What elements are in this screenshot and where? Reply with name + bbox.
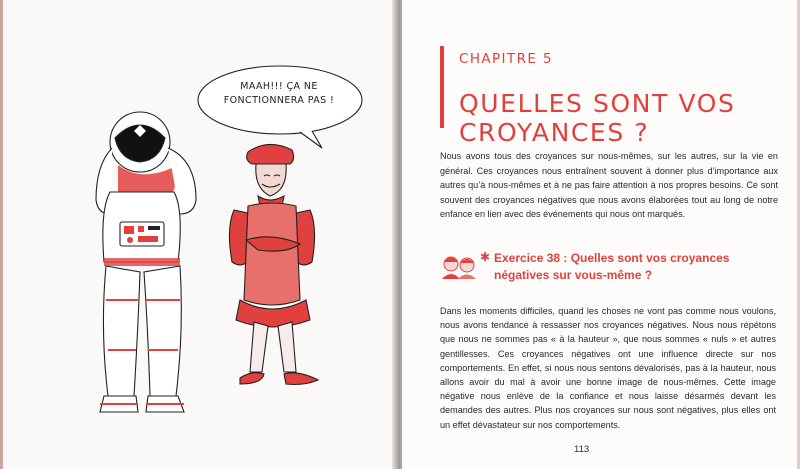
astronaut-illustration [96, 112, 196, 412]
exercise-heads-icon [440, 253, 478, 279]
chapter-title: QUELLES SONT VOS CROYANCES ? [459, 88, 736, 147]
body-paragraph: Dans les moments difficiles, quand les choses ne vont pas comme nous voulons, nous avons tendance à ressasser nos croyances négatives. Nous nous répétons que nous ne sommes pas « à la hauteur », que nous sommes « nuls » et autres gentillesses. Ces croyances négatives ont une influence directe sur nos comportements. En effet, si nous nous sentons dévalorisés, pas à la hauteur, nous allons avoir du mal à avoir une bonne image de nous-mêmes. Cette image négative nous enlève de la confiance et nous laisse désarmés devant les demandes des autres. Plus nos croyances sur nous sont négatives, plus elles ont un effet dévastateur sur nos comportements. [440, 306, 776, 430]
renaissance-man-illustration [229, 144, 318, 384]
speech-bubble-text: MAAH!!! ÇA NE FONCTIONNERA PAS ! [223, 81, 335, 106]
chapter-label: CHAPITRE 5 [459, 51, 553, 67]
star-icon: ✱ [480, 250, 491, 264]
chapter-accent-bar [440, 46, 444, 128]
exercise-title: Exercice 38 : Quelles sont vos croyances négatives sur vous-même ? [494, 251, 730, 282]
intro-paragraph: Nous avons tous des croyances sur nous-mêmes, sur les autres, sur la vie en général. Ces croyances nous entraînent souvent à donner plus d’importance aux autres qu’à nous-mêmes et à ne pas faire attention à nos propres besoins. Ce sont souvent des croyances négatives que nous avons élaborées tout au long de notre enfance en lien avec des événements qui nous ont marqués. [440, 151, 778, 220]
page-number: 113 [574, 444, 590, 455]
illustration [0, 0, 398, 469]
left-page [0, 0, 398, 469]
